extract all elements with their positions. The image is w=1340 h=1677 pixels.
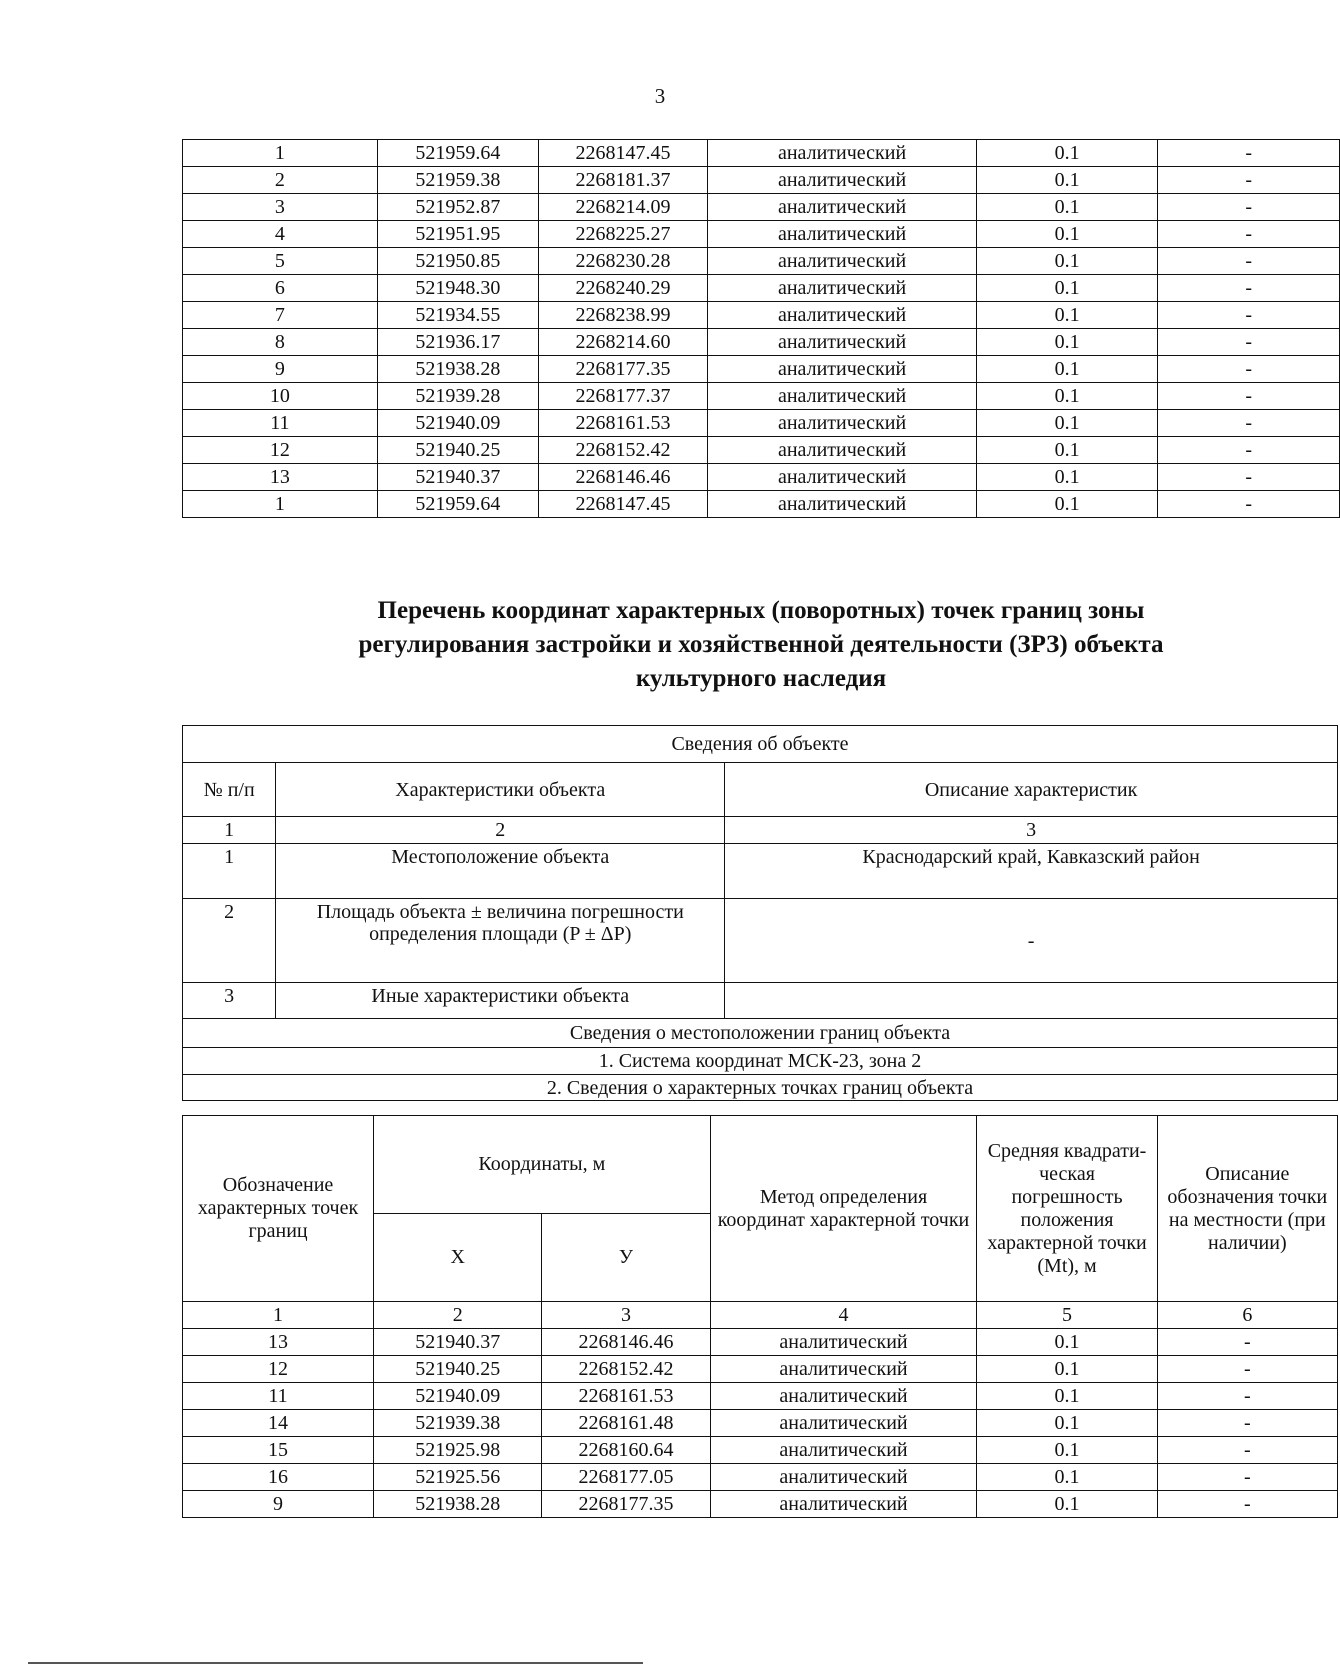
header-point-description: Описание обозначения точки на местности (при наличии) [1157,1116,1337,1302]
header-y: У [542,1214,710,1302]
table-cell: 521938.28 [377,356,538,383]
table-cell: аналитический [708,491,977,518]
table-cell: 0.1 [977,1491,1157,1518]
table-cell: 0.1 [976,329,1158,356]
table-cell: 521939.38 [374,1410,542,1437]
table-cell: 521948.30 [377,275,538,302]
table-cell: 3 [542,1302,710,1329]
coordinates-table-continued [182,139,1340,518]
table-cell: 521938.28 [374,1491,542,1518]
table-cell: аналитический [708,140,977,167]
table-cell: - [1158,275,1340,302]
table-cell: 5 [183,248,378,275]
table-cell: 4 [183,221,378,248]
table-cell: 0.1 [977,1410,1157,1437]
object-info-caption: Сведения об объекте [183,726,1338,763]
table-cell: 521940.25 [374,1356,542,1383]
table-cell: - [1158,221,1340,248]
table-cell: 2268214.60 [538,329,707,356]
characteristic-points-body [183,1116,1338,1518]
table-cell: 2268147.45 [538,140,707,167]
header-designation: Обозначение характерных точек границ [183,1116,374,1302]
table-cell: 0.1 [976,221,1158,248]
table-cell: - [1157,1410,1337,1437]
table-cell: 521959.64 [377,491,538,518]
characteristic-value [725,983,1338,1019]
table-cell: 2 [374,1302,542,1329]
table-cell: - [1158,410,1340,437]
characteristic-name: Площадь объекта ± величина погрешности определения площади (P ± ΔP) [276,899,725,983]
table-cell: - [1158,356,1340,383]
table-cell: 2268160.64 [542,1437,710,1464]
table-cell: - [1158,329,1340,356]
table-cell: - [1158,167,1340,194]
table-cell: - [1158,437,1340,464]
table-cell: 521940.09 [377,410,538,437]
table-cell: 2268146.46 [542,1329,710,1356]
table-row [183,275,1340,302]
page-number: 3 [654,84,666,108]
table-cell: 2268181.37 [538,167,707,194]
table-cell: - [1158,140,1340,167]
table-cell: - [1158,383,1340,410]
table-cell: 521934.55 [377,302,538,329]
table-cell: 15 [183,1437,374,1464]
table-cell: - [1157,1383,1337,1410]
characteristic-value: - [725,899,1338,983]
table-cell: 9 [183,1491,374,1518]
table-cell: 0.1 [977,1329,1157,1356]
table-cell: 521959.38 [377,167,538,194]
table-cell: 0.1 [977,1383,1157,1410]
table-cell: 0.1 [976,248,1158,275]
coordinate-system: 1. Система координат МСК-23, зона 2 [183,1048,1338,1075]
table-cell: 2268161.48 [542,1410,710,1437]
section-title-line: Перечень координат характерных (поворотных) точек границ зоны [377,597,1145,624]
characteristic-points-table [182,1115,1338,1518]
table-cell: 11 [183,1383,374,1410]
table-cell: 521940.09 [374,1383,542,1410]
table-cell: 6 [183,275,378,302]
table-cell: 6 [1157,1302,1337,1329]
table-row [183,248,1340,275]
bottom-rule [28,1662,643,1664]
table-cell: - [1158,302,1340,329]
table-cell: 10 [183,383,378,410]
table-cell: - [1157,1464,1337,1491]
table-cell: 4 [710,1302,977,1329]
table-cell: 0.1 [976,464,1158,491]
table-cell: аналитический [708,167,977,194]
table-cell: 11 [183,410,378,437]
table-cell: 521952.87 [377,194,538,221]
table-cell: аналитический [710,1410,977,1437]
points-caption: 2. Сведения о характерных точках границ объекта [183,1075,1338,1101]
section-title [182,594,1340,696]
table-cell: 2268152.42 [538,437,707,464]
table-cell: - [1158,194,1340,221]
table-cell: 2268146.46 [538,464,707,491]
index-cell: 2 [276,817,725,844]
header-characteristics: Характеристики объекта [276,763,725,817]
table-cell: 0.1 [976,410,1158,437]
table-cell: 0.1 [976,302,1158,329]
table-cell: 0.1 [976,356,1158,383]
table-cell: 8 [183,329,378,356]
table-cell: - [1157,1356,1337,1383]
table-row [183,194,1340,221]
table-cell: аналитический [710,1329,977,1356]
table-cell: 0.1 [976,491,1158,518]
table-cell: 2 [183,167,378,194]
table-cell: аналитический [708,221,977,248]
header-method: Метод определения координат характерной точки [710,1116,977,1302]
table-cell: аналитический [708,194,977,221]
table-cell: 2268177.37 [538,383,707,410]
table-cell: аналитический [708,248,977,275]
object-info-table [182,725,1338,1101]
table-cell: 0.1 [977,1356,1157,1383]
table-row [183,1410,1338,1437]
section-title-line: регулирования застройки и хозяйственной деятельности (ЗРЗ) объекта [358,631,1164,658]
table-cell: 2268147.45 [538,491,707,518]
table-cell: 13 [183,464,378,491]
table-cell: 2268161.53 [542,1383,710,1410]
header-number: № п/п [183,763,276,817]
table-cell: 2268238.99 [538,302,707,329]
section-title-line: культурного наследия [635,665,887,692]
table-row [183,302,1340,329]
table-cell: аналитический [710,1464,977,1491]
table-cell: аналитический [708,302,977,329]
table-cell: аналитический [708,410,977,437]
table-cell: 2268214.09 [538,194,707,221]
table-row [183,1383,1338,1410]
table-row [183,1464,1338,1491]
table-row [183,329,1340,356]
table-cell: аналитический [708,437,977,464]
row-number: 2 [183,899,276,983]
header-x: X [374,1214,542,1302]
table-row [183,464,1340,491]
header-description: Описание характеристик [725,763,1338,817]
table-cell: аналитический [708,383,977,410]
table-cell: 9 [183,356,378,383]
table-cell: - [1157,1491,1337,1518]
table-cell: 2268177.05 [542,1464,710,1491]
table-row [183,383,1340,410]
table-cell: 12 [183,1356,374,1383]
table-cell: аналитический [710,1356,977,1383]
table-cell: 521939.28 [377,383,538,410]
table-cell: 12 [183,437,378,464]
table-cell: 14 [183,1410,374,1437]
table-cell: 521940.25 [377,437,538,464]
table-cell: 521951.95 [377,221,538,248]
table-cell: 2268230.28 [538,248,707,275]
table-row [183,1356,1338,1383]
table-cell: 2268240.29 [538,275,707,302]
header-coordinates: Координаты, м [374,1116,711,1214]
table-cell: - [1157,1329,1337,1356]
table-cell: 0.1 [977,1437,1157,1464]
table-row [183,491,1340,518]
table-cell: - [1157,1437,1337,1464]
table-cell: 3 [183,194,378,221]
row-number: 1 [183,844,276,899]
table-cell: 521940.37 [374,1329,542,1356]
table-cell: 2268152.42 [542,1356,710,1383]
header-error: Средняя квадрати-ческая погрешность положения характерной точки (Mt), м [977,1116,1157,1302]
row-number: 3 [183,983,276,1019]
index-cell: 1 [183,817,276,844]
table-cell: 521936.17 [377,329,538,356]
table-cell: аналитический [708,275,977,302]
table-cell: 2268225.27 [538,221,707,248]
table-cell: 521925.98 [374,1437,542,1464]
table-cell: 2268161.53 [538,410,707,437]
characteristic-name: Иные характеристики объекта [276,983,725,1019]
table-cell: 2268177.35 [542,1491,710,1518]
table-cell: - [1158,248,1340,275]
table-cell: 2268177.35 [538,356,707,383]
table-cell: 0.1 [977,1464,1157,1491]
coordinates-table-body [183,140,1340,518]
table-cell: аналитический [710,1383,977,1410]
table-cell: аналитический [708,356,977,383]
table-cell: 0.1 [976,167,1158,194]
boundaries-caption: Сведения о местоположении границ объекта [183,1019,1338,1048]
characteristic-value: Краснодарский край, Кавказский район [725,844,1338,899]
characteristic-name: Местоположение объекта [276,844,725,899]
table-row [183,1329,1338,1356]
table-cell: 521925.56 [374,1464,542,1491]
table-cell: 521940.37 [377,464,538,491]
table-row [183,167,1340,194]
table-cell: аналитический [710,1437,977,1464]
table-cell: 0.1 [976,140,1158,167]
table-cell: 0.1 [976,194,1158,221]
table-cell: - [1158,491,1340,518]
table-cell: аналитический [710,1491,977,1518]
table-row [183,437,1340,464]
table-row [183,140,1340,167]
table-cell: 7 [183,302,378,329]
table-cell: - [1158,464,1340,491]
table-cell: аналитический [708,329,977,356]
table-row [183,1437,1338,1464]
table-cell: 5 [977,1302,1157,1329]
table-cell: 0.1 [976,383,1158,410]
index-cell: 3 [725,817,1338,844]
table-cell: 1 [183,1302,374,1329]
table-row [183,356,1340,383]
table-cell: 521950.85 [377,248,538,275]
table-cell: 0.1 [976,275,1158,302]
table-row [183,1491,1338,1518]
table-cell: 521959.64 [377,140,538,167]
table-cell: 13 [183,1329,374,1356]
table-row [183,221,1340,248]
table-row [183,410,1340,437]
table-cell: 1 [183,491,378,518]
table-cell: аналитический [708,464,977,491]
table-cell: 1 [183,140,378,167]
table-row [183,1302,1338,1329]
table-cell: 0.1 [976,437,1158,464]
table-cell: 16 [183,1464,374,1491]
